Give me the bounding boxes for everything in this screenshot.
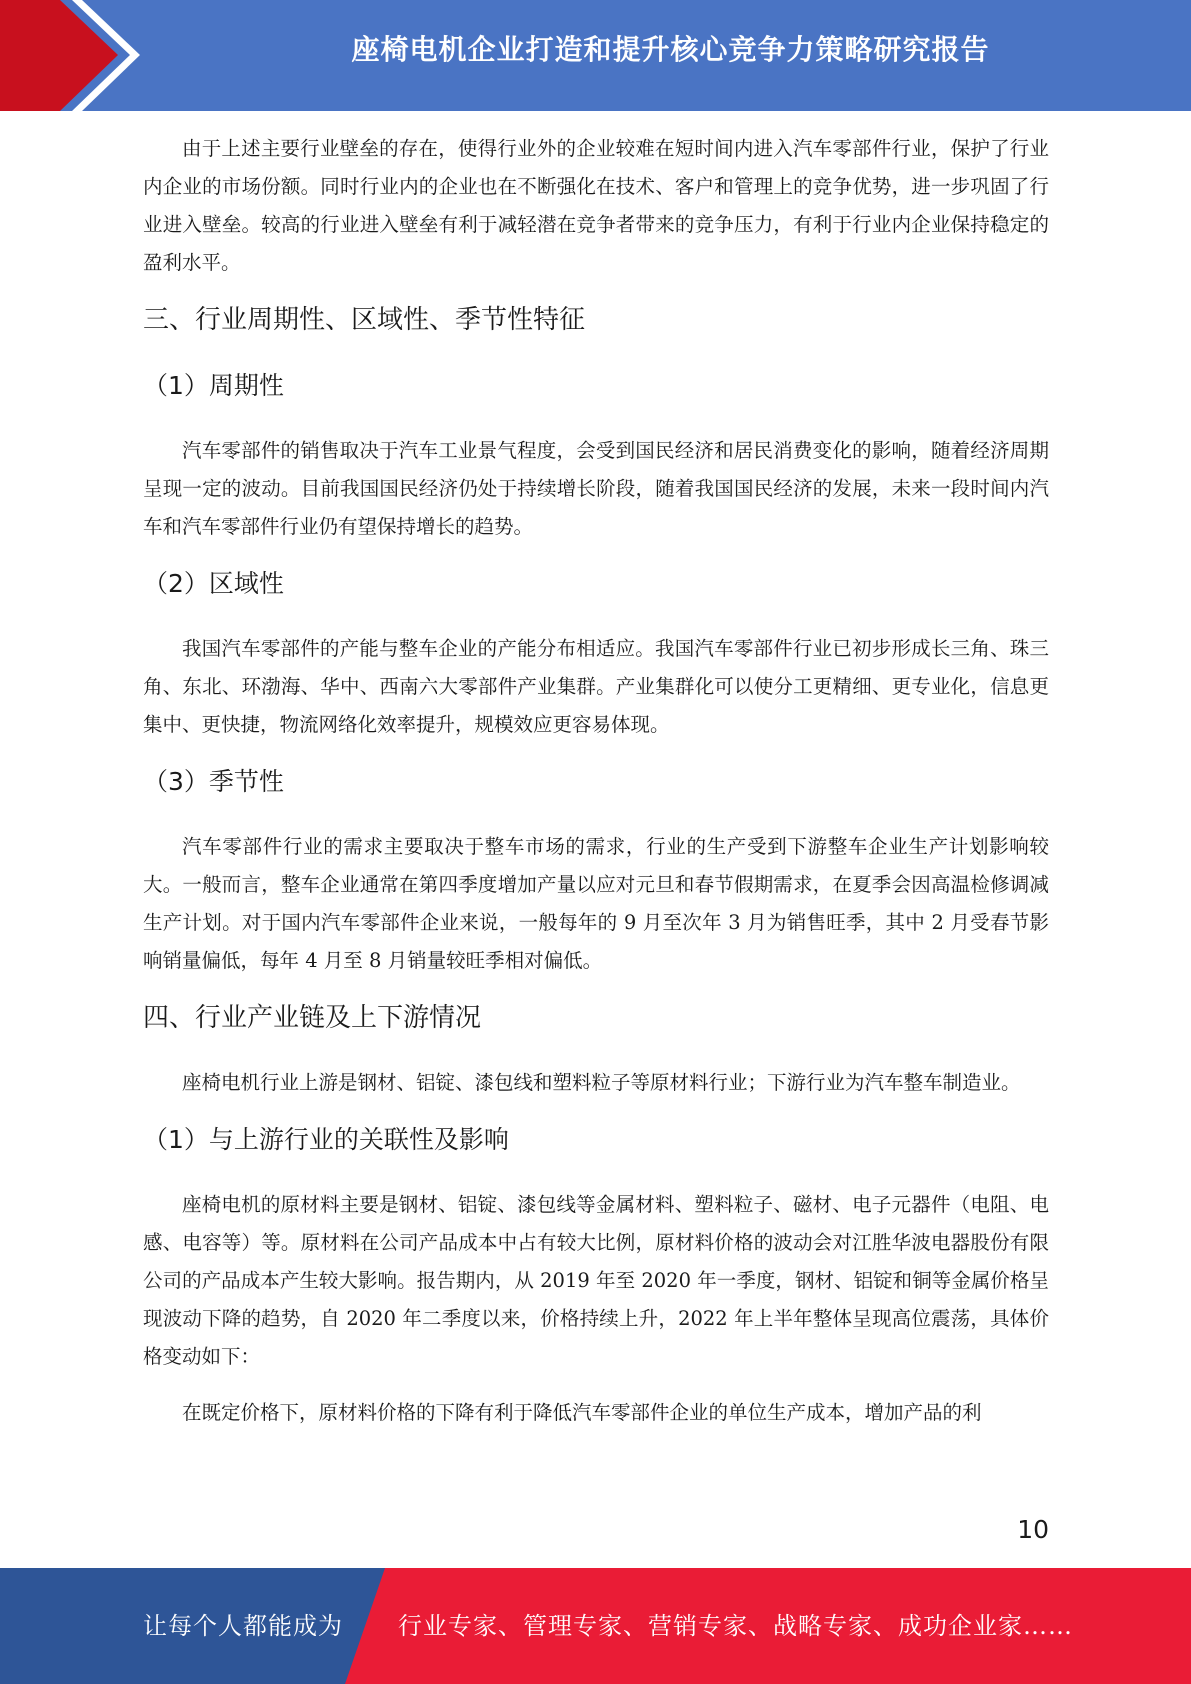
paragraph-cyclical: 汽车零部件的销售取决于汽车工业景气程度，会受到国民经济和居民消费变化的影响，随着经济周期呈现一定的波动。目前我国国民经济仍处于持续增长阶段，随着我国国民经济的发展，未来一段时间内汽车和汽车零部件行业仍有望保持增长的趋势。 [143,439,1049,538]
paragraph-barriers: 由于上述主要行业壁垒的存在，使得行业外的企业较难在短时间内进入汽车零部件行业，保护了行业内企业的市场份额。同时行业内的企业也在不断强化在技术、客户和管理上的竞争优势，进一步巩固了行业进入壁垒。较高的行业进入壁垒有利于减轻潜在竞争者带来的竞争压力，有利于行业内企业保持稳定的盈利水平。 [143,137,1049,274]
subheading-regional: （2）区域性 [143,569,284,598]
footer-slogan-left: 让每个人都能成为 [143,1612,343,1640]
paragraph-seasonal: 汽车零部件行业的需求主要取决于整车市场的需求，行业的生产受到下游整车企业生产计划影响较大。一般而言，整车企业通常在第四季度增加产量以应对元旦和春节假期需求，在夏季会因高温检修调减生产计划。对于国内汽车零部件企业来说，一般每年的 9 月至次年 3 月为销售旺季，其中 2 月受春节影响销量偏低，每年 4 月至 8 月销量较旺季相对偏低。 [143,835,1049,972]
subheading-upstream: （1）与上游行业的关联性及影响 [143,1125,509,1154]
paragraph-industry-chain: 座椅电机行业上游是钢材、铝锭、漆包线和塑料粒子等原材料行业；下游行业为汽车整车制造业。 [182,1071,1021,1094]
page-number: 10 [1017,1515,1049,1544]
section-heading-4: 四、行业产业链及上下游情况 [143,1003,482,1033]
paragraph-price-effect: 在既定价格下，原材料价格的下降有利于降低汽车零部件企业的单位生产成本，增加产品的利 [182,1401,982,1424]
section-heading-3: 三、行业周期性、区域性、季节性特征 [143,305,586,335]
paragraph-upstream: 座椅电机的原材料主要是钢材、铝锭、漆包线等金属材料、塑料粒子、磁材、电子元器件（电阻、电感、电容等）等。原材料在公司产品成本中占有较大比例，原材料价格的波动会对江胜华波电器股份有限公司的产品成本产生较大影响。报告期内，从 2019 年至 2020 年一季度，钢材、铝锭和铜等金属价格呈现波动下降的趋势，自 2020 年二季度以来，价格持续上升，2022 年上半年整体呈现高位震荡，具体价格变动如下： [143,1193,1049,1368]
paragraph-regional: 我国汽车零部件的产能与整车企业的产能分布相适应。我国汽车零部件行业已初步形成长三角、珠三角、东北、环渤海、华中、西南六大零部件产业集群。产业集群化可以使分工更精细、更专业化，信息更集中、更快捷，物流网络化效率提升，规模效应更容易体现。 [143,637,1049,736]
subheading-seasonal: （3）季节性 [143,767,284,796]
page-content [143,130,1049,1450]
page-header [0,0,1191,111]
report-title: 座椅电机企业打造和提升核心竞争力策略研究报告 [351,33,990,66]
page-footer [0,1568,1191,1684]
footer-slogan-right: 行业专家、管理专家、营销专家、战略专家、成功企业家…… [398,1612,1073,1640]
subheading-cyclical: （1）周期性 [143,371,284,400]
